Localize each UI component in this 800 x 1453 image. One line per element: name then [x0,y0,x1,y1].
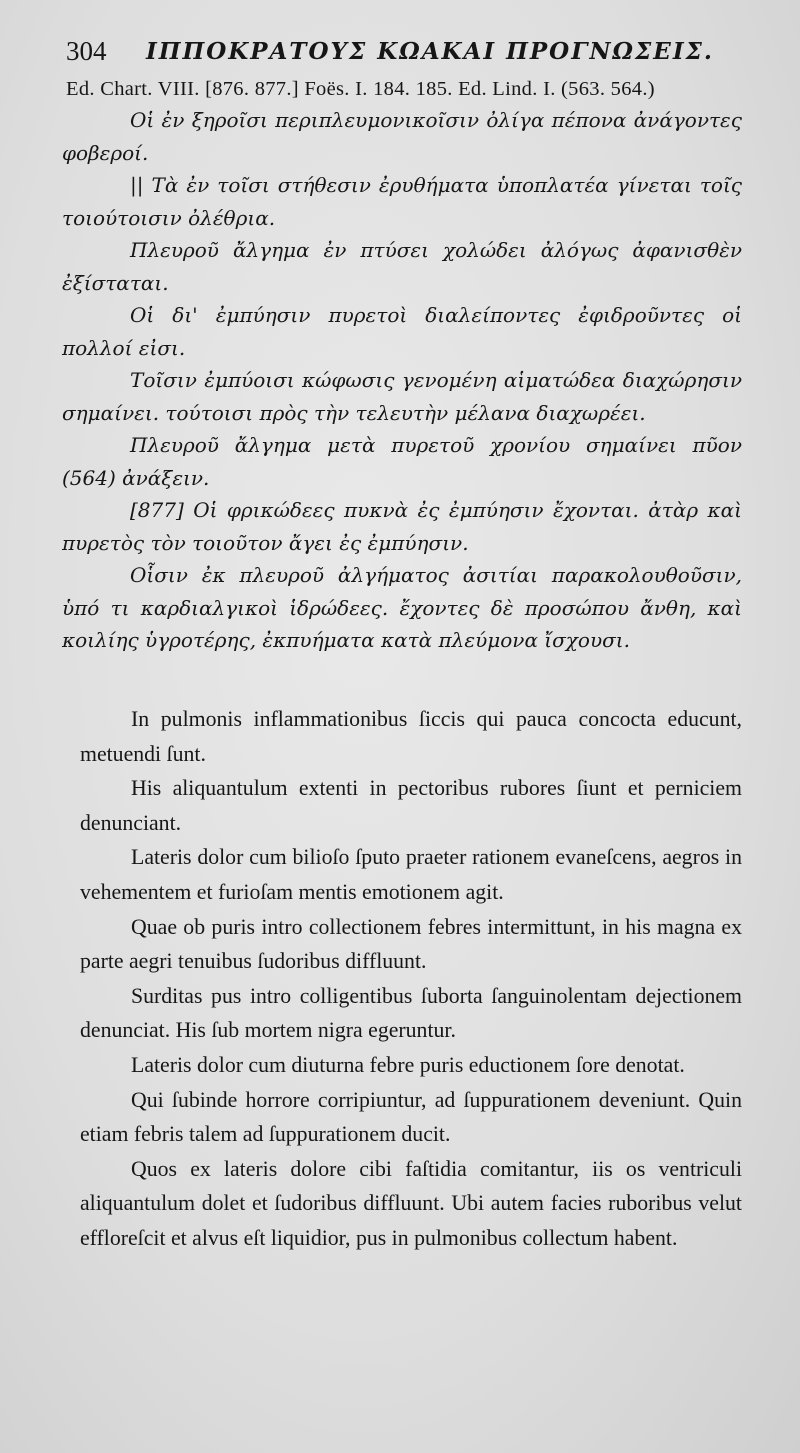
latin-paragraph: Qui ſubinde horrore corripiuntur, ad ſuppurationem deveniunt. Quin etiam febris talem ad ſuppurationem ducit. [80,1087,742,1147]
page-number: 304 [66,36,107,66]
greek-paragraph: [877] Οἱ φρικώδεες πυκνὰ ἐς ἐμπύησιν ἔχονται. ἀτὰρ καὶ πυρετὸς τὸν τοιοῦτον ἄγει ἐς ἐμπύησιν. [62,498,742,555]
greek-text-block [62,104,742,657]
greek-paragraph: Οἱ δι' ἐμπύησιν πυρετοὶ διαλείποντες ἐφιδροῦντες οἱ πολλοί εἰσι. [62,303,742,360]
greek-paragraph: Οἱ ἐν ξηροῖσι περιπλευμονικοῖσιν ὀλίγα πέπονα ἀνάγοντες φοβεροί. [62,108,742,165]
latin-paragraph: Lateris dolor cum bilioſo ſputo praeter rationem evaneſcens, aegros in vehementem et furioſam mentis emotionem agit. [80,845,742,904]
latin-paragraph: His aliquantulum extenti in pectoribus rubores ſiunt et perniciem denunciant. [80,776,742,835]
greek-paragraph: || Τὰ ἐν τοῖσι στήθεσιν ἐρυθήματα ὑποπλατέα γίνεται τοῖς τοιούτοισιν ὀλέθρια. [62,173,742,230]
latin-paragraph: Quae ob puris intro collectionem febres intermittunt, in his magna ex parte aegri tenuibus ſudoribus diffluunt. [80,914,742,974]
running-title: ΙΠΠΟΚΡΑΤΟΥΣ ΚΩΑΚΑΙ ΠΡΟΓΝΩΣΕΙΣ. [146,38,714,65]
latin-translation-block [80,702,742,1256]
edition-reference-line: Ed. Chart. VIII. [876. 877.] Foës. I. 184. 185. Ed. Lind. I. (563. 564.) [66,78,655,100]
page-header [66,32,766,68]
greek-paragraph: Οἷσιν ἐκ πλευροῦ ἀλγήματος ἀσιτίαι παρακολουθοῦσιν, ὑπό τι καρδιαλγικοὶ ἱδρώδεες. ἔχοντες δὲ προσώπου ἄνθη, καὶ κοιλίης ὑγροτέρης, ἐκπυήματα κατὰ πλεύμονα ἴσχουσι. [62,563,742,652]
latin-paragraph: Surditas pus intro colligentibus ſuborta ſanguinolentam dejectionem denunciat. His ſub mortem nigra egeruntur. [80,983,742,1043]
latin-paragraph: In pulmonis inflammationibus ſiccis qui pauca concocta educunt, metuendi ſunt. [80,707,742,766]
greek-paragraph: Πλευροῦ ἄλγημα μετὰ πυρετοῦ χρονίου σημαίνει πῦον (564) ἀνάξειν. [62,433,742,490]
latin-paragraph: Lateris dolor cum diuturna febre puris eductionem ſore denotat. [131,1052,685,1077]
greek-paragraph: Τοῖσιν ἐμπύοισι κώφωσις γενομένη αἱματώδεα διαχώρησιν σημαίνει. τούτοισι πρὸς τὴν τελευτὴν μέλανα διαχωρέει. [62,368,742,425]
latin-paragraph: Quos ex lateris dolore cibi faſtidia comitantur, iis os ventriculi aliquantulum dolet et ſudoribus diffluunt. Ubi autem facies ruboribus velut effloreſcit et alvus eſt liquidior, pus in pulmonibus collectum habent. [80,1156,742,1250]
greek-paragraph: Πλευροῦ ἄλγημα ἐν πτύσει χολώδει ἀλόγως ἀφανισθὲν ἐξίσταται. [62,238,742,295]
